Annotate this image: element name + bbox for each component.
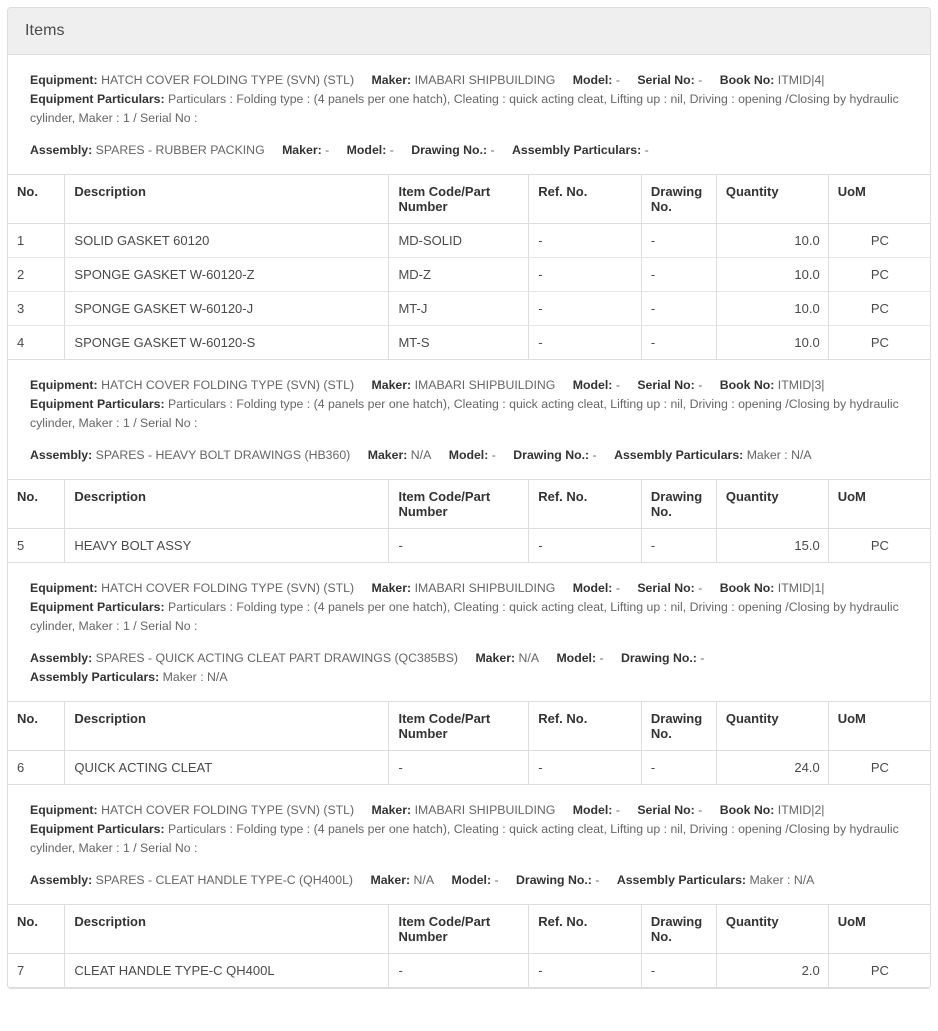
column-header-description: Description (65, 174, 389, 223)
equipment-particulars-value: Particulars : Folding type : (4 panels per one hatch), Cleating : quick acting cleat, Lifting up : nil, Driving : opening /Closing by hydraulic cylinder, Maker : 1 / Serial No : (30, 600, 899, 634)
cell-quantity: 10.0 (716, 257, 828, 291)
cell-no: 7 (8, 954, 65, 988)
equipment-particulars-value: Particulars : Folding type : (4 panels per one hatch), Cleating : quick acting cleat, Lifting up : nil, Driving : opening /Closing by hydraulic cylinder, Maker : 1 / Serial No : (30, 822, 899, 856)
items-table-body (8, 223, 930, 359)
assembly-maker-value: N/A (413, 873, 435, 888)
assembly-label: Assembly: (30, 142, 93, 157)
cell-quantity: 15.0 (716, 528, 828, 562)
cell-item-code: MT-S (389, 325, 529, 359)
column-header-item-code: Item Code/Part Number (389, 479, 529, 528)
cell-uom: PC (870, 334, 889, 350)
cell-ref-no: - (529, 257, 642, 291)
assembly-drawing-no-value: - (592, 447, 597, 462)
cell-no: 5 (8, 528, 65, 562)
cell-uom: PC (870, 963, 889, 979)
column-header-quantity: Quantity (716, 174, 828, 223)
item-section (8, 55, 930, 360)
assembly-drawing-no-value: - (700, 651, 705, 666)
assembly-value: SPARES - QUICK ACTING CLEAT PART DRAWINGS (QC385BS) (95, 651, 459, 666)
column-header-no: No. (8, 479, 65, 528)
column-header-drawing-no: Drawing No. (641, 905, 716, 954)
cell-no: 6 (8, 751, 65, 785)
cell-quantity: 24.0 (716, 751, 828, 785)
table-row[interactable] (8, 223, 930, 257)
table-row[interactable] (8, 291, 930, 325)
column-header-uom: UoM (828, 479, 930, 528)
book-no-label: Book No: (719, 580, 775, 595)
cell-quantity: 10.0 (716, 291, 828, 325)
assembly-particulars-label: Assembly Particulars: (614, 447, 744, 462)
items-table (8, 904, 930, 988)
maker-value: IMABARI SHIPBUILDING (414, 377, 556, 392)
assembly-model-label: Model: (346, 142, 387, 157)
item-section (8, 785, 930, 988)
column-header-ref-no: Ref. No. (529, 479, 642, 528)
maker-label: Maker: (371, 72, 412, 87)
equipment-meta-block (8, 785, 930, 904)
column-header-drawing-no: Drawing No. (641, 174, 716, 223)
book-no-label: Book No: (719, 803, 775, 818)
serial-no-label: Serial No: (637, 377, 695, 392)
model-label: Model: (572, 803, 613, 818)
equipment-particulars-label: Equipment Particulars: (30, 600, 165, 615)
column-header-no: No. (8, 702, 65, 751)
equipment-meta-block (8, 55, 930, 174)
assembly-model-label: Model: (556, 651, 597, 666)
equipment-particulars-value: Particulars : Folding type : (4 panels per one hatch), Cleating : quick acting cleat, Lifting up : nil, Driving : opening /Closing by hydraulic cylinder, Maker : 1 / Serial No : (30, 396, 899, 430)
book-no-label: Book No: (719, 377, 775, 392)
assembly-value: SPARES - RUBBER PACKING (95, 142, 265, 157)
cell-drawing-no: - (641, 223, 716, 257)
cell-ref-no: - (529, 528, 642, 562)
assembly-model-label: Model: (448, 447, 489, 462)
item-section (8, 563, 930, 785)
cell-uom: PC (828, 223, 930, 257)
column-header-description: Description (65, 479, 389, 528)
equipment-label: Equipment: (30, 377, 98, 392)
assembly-model-value: - (494, 873, 499, 888)
items-panel (7, 7, 931, 989)
cell-ref-no: - (529, 954, 642, 988)
equipment-particulars-line (30, 395, 918, 433)
assembly-line (30, 871, 918, 890)
cell-uom: PC (870, 537, 889, 553)
column-header-item-code: Item Code/Part Number (389, 702, 529, 751)
book-no-value: ITMID|2| (777, 803, 825, 818)
equipment-line (30, 376, 918, 395)
serial-no-value: - (698, 803, 703, 818)
cell-drawing-no: - (641, 528, 716, 562)
serial-no-label: Serial No: (637, 803, 695, 818)
cell-no: 4 (8, 325, 65, 359)
column-header-ref-no: Ref. No. (529, 174, 642, 223)
assembly-maker-label: Maker: (475, 651, 516, 666)
assembly-maker-label: Maker: (367, 447, 408, 462)
column-header-item-code: Item Code/Part Number (389, 174, 529, 223)
cell-description: SPONGE GASKET W-60120-S (65, 325, 389, 359)
cell-description: QUICK ACTING CLEAT (65, 751, 389, 785)
assembly-model-value: - (491, 447, 496, 462)
items-table-body (8, 751, 930, 785)
assembly-particulars-value: Maker : N/A (749, 873, 815, 888)
maker-value: IMABARI SHIPBUILDING (414, 803, 556, 818)
items-table-head (8, 479, 930, 528)
page-title: Items (25, 22, 65, 39)
equipment-label: Equipment: (30, 580, 98, 595)
column-header-drawing-no: Drawing No. (641, 479, 716, 528)
cell-item-code: MD-SOLID (389, 223, 529, 257)
table-header-row (8, 905, 930, 954)
cell-item-code: - (389, 954, 529, 988)
column-header-quantity: Quantity (716, 479, 828, 528)
table-row[interactable] (8, 954, 930, 988)
cell-uom: PC (828, 257, 930, 291)
equipment-value: HATCH COVER FOLDING TYPE (SVN) (STL) (101, 580, 355, 595)
assembly-particulars-value: Maker : N/A (162, 670, 228, 685)
item-section (8, 360, 930, 563)
cell-ref-no: - (529, 291, 642, 325)
equipment-particulars-line (30, 90, 918, 128)
table-header-row (8, 702, 930, 751)
assembly-drawing-no-label: Drawing No.: (411, 142, 488, 157)
maker-value: IMABARI SHIPBUILDING (414, 72, 556, 87)
model-value: - (615, 803, 620, 818)
table-row[interactable] (8, 751, 930, 785)
equipment-label: Equipment: (30, 803, 98, 818)
assembly-drawing-no-value: - (595, 873, 600, 888)
cell-drawing-no: - (641, 257, 716, 291)
equipment-line (30, 579, 918, 598)
assembly-particulars-line (30, 668, 918, 687)
cell-quantity: 2.0 (716, 954, 828, 988)
maker-label: Maker: (371, 580, 412, 595)
table-header-row (8, 479, 930, 528)
assembly-line (30, 649, 918, 668)
items-table-body (8, 528, 930, 562)
cell-drawing-no: - (641, 325, 716, 359)
cell-drawing-no: - (641, 954, 716, 988)
table-row[interactable] (8, 528, 930, 562)
items-panel-header (8, 8, 930, 55)
items-table (8, 701, 930, 785)
equipment-particulars-label: Equipment Particulars: (30, 91, 165, 106)
assembly-maker-label: Maker: (370, 873, 411, 888)
assembly-value: SPARES - CLEAT HANDLE TYPE-C (QH400L) (95, 873, 354, 888)
equipment-particulars-line (30, 820, 918, 858)
column-header-item-code: Item Code/Part Number (389, 905, 529, 954)
model-value: - (615, 580, 620, 595)
cell-description: SOLID GASKET 60120 (65, 223, 389, 257)
column-header-uom: UoM (828, 905, 930, 954)
assembly-drawing-no-label: Drawing No.: (621, 651, 697, 666)
column-header-no: No. (8, 905, 65, 954)
cell-ref-no: - (529, 751, 642, 785)
column-header-quantity: Quantity (716, 702, 828, 751)
assembly-particulars-value: Maker : N/A (746, 447, 812, 462)
cell-drawing-no: - (641, 291, 716, 325)
column-header-ref-no: Ref. No. (529, 905, 642, 954)
assembly-line (30, 446, 918, 465)
column-header-uom: UoM (828, 702, 930, 751)
equipment-particulars-line (30, 598, 918, 636)
cell-item-code: MT-J (389, 291, 529, 325)
model-label: Model: (572, 580, 613, 595)
assembly-particulars-label: Assembly Particulars: (30, 670, 160, 685)
equipment-particulars-value: Particulars : Folding type : (4 panels per one hatch), Cleating : quick acting cleat, Lifting up : nil, Driving : opening /Closing by hydraulic cylinder, Maker : 1 / Serial No : (30, 91, 899, 125)
serial-no-label: Serial No: (637, 580, 695, 595)
assembly-particulars-label: Assembly Particulars: (512, 142, 642, 157)
model-value: - (615, 72, 620, 87)
items-table (8, 174, 930, 360)
maker-label: Maker: (371, 377, 412, 392)
model-value: - (615, 377, 620, 392)
assembly-model-value: - (599, 651, 604, 666)
cell-description: SPONGE GASKET W-60120-J (65, 291, 389, 325)
assembly-line (30, 141, 918, 160)
cell-drawing-no: - (641, 751, 716, 785)
equipment-meta-block (8, 360, 930, 479)
column-header-description: Description (65, 702, 389, 751)
cell-description: HEAVY BOLT ASSY (65, 528, 389, 562)
items-panel-body (8, 55, 930, 989)
cell-ref-no: - (529, 325, 642, 359)
cell-description: CLEAT HANDLE TYPE-C QH400L (65, 954, 389, 988)
serial-no-value: - (698, 377, 703, 392)
column-header-ref-no: Ref. No. (529, 702, 642, 751)
table-header-row (8, 174, 930, 223)
items-table-body (8, 954, 930, 988)
cell-quantity: 10.0 (716, 325, 828, 359)
cell-item-code: - (389, 528, 529, 562)
equipment-particulars-label: Equipment Particulars: (30, 822, 165, 837)
column-header-description: Description (65, 905, 389, 954)
assembly-model-value: - (389, 142, 394, 157)
maker-value: IMABARI SHIPBUILDING (414, 580, 556, 595)
maker-label: Maker: (371, 803, 412, 818)
cell-description: SPONGE GASKET W-60120-Z (65, 257, 389, 291)
table-row[interactable] (8, 325, 930, 359)
equipment-label: Equipment: (30, 72, 98, 87)
cell-no: 2 (8, 257, 65, 291)
equipment-particulars-label: Equipment Particulars: (30, 396, 165, 411)
items-table-head (8, 174, 930, 223)
items-table (8, 479, 930, 563)
assembly-particulars-value: - (644, 142, 649, 157)
assembly-model-label: Model: (451, 873, 492, 888)
book-no-value: ITMID|3| (777, 377, 825, 392)
column-header-quantity: Quantity (716, 905, 828, 954)
assembly-value: SPARES - HEAVY BOLT DRAWINGS (HB360) (95, 447, 351, 462)
equipment-line (30, 71, 918, 90)
items-table-head (8, 702, 930, 751)
assembly-maker-label: Maker: (282, 142, 322, 157)
book-no-label: Book No: (719, 72, 775, 87)
cell-quantity: 10.0 (716, 223, 828, 257)
equipment-value: HATCH COVER FOLDING TYPE (SVN) (STL) (101, 72, 355, 87)
cell-no: 3 (8, 291, 65, 325)
assembly-label: Assembly: (30, 447, 93, 462)
assembly-label: Assembly: (30, 651, 93, 666)
model-label: Model: (572, 377, 613, 392)
column-header-drawing-no: Drawing No. (641, 702, 716, 751)
model-label: Model: (572, 72, 613, 87)
column-header-uom: UoM (828, 174, 930, 223)
assembly-particulars-label: Assembly Particulars: (616, 873, 747, 888)
cell-uom: PC (828, 291, 930, 325)
book-no-value: ITMID|1| (777, 580, 825, 595)
serial-no-value: - (698, 580, 703, 595)
cell-ref-no: - (529, 223, 642, 257)
serial-no-label: Serial No: (637, 72, 695, 87)
serial-no-value: - (698, 72, 703, 87)
assembly-drawing-no-value: - (490, 142, 495, 157)
assembly-maker-value: - (325, 142, 330, 157)
column-header-no: No. (8, 174, 65, 223)
equipment-value: HATCH COVER FOLDING TYPE (SVN) (STL) (101, 803, 355, 818)
table-row[interactable] (8, 257, 930, 291)
cell-item-code: - (389, 751, 529, 785)
equipment-meta-block (8, 563, 930, 701)
assembly-drawing-no-label: Drawing No.: (513, 447, 590, 462)
assembly-maker-value: N/A (518, 651, 540, 666)
cell-no: 1 (8, 223, 65, 257)
assembly-drawing-no-label: Drawing No.: (516, 873, 592, 888)
equipment-line (30, 801, 918, 820)
assembly-maker-value: N/A (410, 447, 432, 462)
assembly-label: Assembly: (30, 873, 93, 888)
equipment-value: HATCH COVER FOLDING TYPE (SVN) (STL) (101, 377, 355, 392)
cell-uom: PC (870, 760, 889, 776)
cell-item-code: MD-Z (389, 257, 529, 291)
book-no-value: ITMID|4| (777, 72, 825, 87)
items-table-head (8, 905, 930, 954)
